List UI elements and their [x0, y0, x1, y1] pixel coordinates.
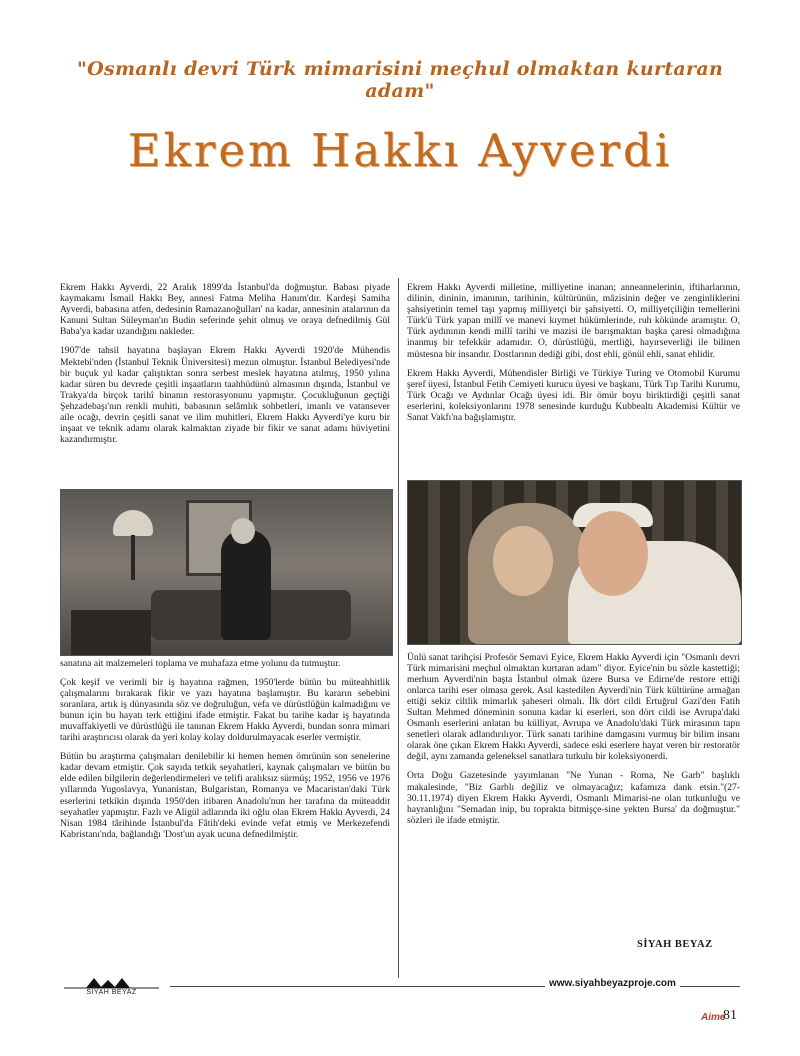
photo-seated-man	[60, 489, 393, 656]
column-divider	[398, 278, 399, 978]
photo-couple	[407, 480, 742, 645]
signature: SİYAH BEYAZ	[637, 939, 713, 950]
paragraph: Orta Doğu Gazetesinde yayımlanan "Ne Yunan - Roma, Ne Garb" başlıklı makalesinde, "Biz Garblı değiliz ve olmayacağız; kafamıza dank etsin."(27-30.11.1974) diyen Ekrem Hakkı Ayverdi, Osmanlı Mimarisi-ne olan tutkunluğu ve hayranlığını "Semadan inip, bu toprakta bitmişçe-sine yekten Bursa' da doğmuştur." sözleri ile ifade etmiştir.	[407, 770, 740, 826]
woman-face	[493, 526, 553, 596]
paragraph: Ekrem Hakkı Ayverdi, Mühendisler Birliği ve Türkiye Turing ve Otomobil Kurumu şeref üyesi, İstanbul Fetih Cemiyeti kurucu üyesi ve başkanı, Türk Tıp Tarihi Kurumu, Türk Ocağı ve Aydınlar Ocağı üyesi idi. Bir ömür boyu biriktirdiği çeşitli sanat eserlerini, koleksiyonlarını 1978 senesinde kurduğu Kubbealtı Akademisi Kültür ve Sanat Vakfı'na bağışlamıştır.	[407, 367, 740, 424]
man-head	[231, 518, 255, 544]
paragraph: Ekrem Hakkı Ayverdi milletine, milliyetine inanan; anneannelerinin, iftiharlarının, dilinin, dininin, imanının, tarihinin, kültürünün, mâzisinin değer ve zenginliklerini şahsiyetinin temel taşı yapmış milliyetçi bir şahsiyetti. O, milliyetçiliğin temellerini Türk'ü Türk yapan millî ve manevi kıymet hükümlerinde, ruh kökünde aramıştır. O, Türk aydınının kendi millî tarihi ve mazisi ile barışmaktan başka çaresi olmadığına inanmış bir tefekkür adamıdır. O, dürüstlüğü, mertliği, hayırseverliği ile bilinen müstesna bir insandır. Dostlarının dediği gibi, dost ehli, gönül ehli, sanat ehlidir.	[407, 282, 740, 360]
logo-triangles-icon	[64, 976, 159, 990]
logo-text: SİYAH BEYAZ	[86, 989, 137, 996]
lamp-stand-shape	[131, 535, 135, 580]
man-figure	[221, 530, 271, 640]
footer-url[interactable]: www.siyahbeyazproje.com	[545, 978, 680, 989]
paragraph: sanatına ait malzemeleri toplama ve muhafaza etme yolunu da tutmuştur.	[60, 657, 341, 669]
side-table-shape	[71, 610, 151, 655]
page-number: 81	[723, 1008, 737, 1023]
paragraph: Ekrem Hakkı Ayverdi, 22 Aralık 1899'da İstanbul'da doğmuştur. Babası piyade kaymakamı İsmail Hakkı Bey, annesi Fatma Meliha Hanım'dır. Kardeşi Samiha Ayverdi, babasına atfen, dedesinin Ramazanoğulları' na kadar, annesinin atalarının da Kanuni Sultan Süleyman'ın Budin seferinde şehit olmuş ve oraya defnedilmiş Gül Baba'ya kadar uzandığını nakleder.	[60, 282, 390, 338]
brand-logo: Aime	[701, 1012, 726, 1023]
lamp-shape	[113, 510, 153, 536]
paragraph: 1907'de tahsil hayatına başlayan Ekrem Hakkı Ayverdi 1920'de Mühendis Mektebi'nden (İstanbul Teknik Üniversitesi) mezun olmuştur. İstanbul Belediyesi'nde bir buçuk yıl kadar çalıştıktan sonra serbest meslek hayatına atılmış, 1950 yılına kadar süren bu devrede çeşitli inşaatların taahhüdünü almasının dışında, İstanbul ve Trakya'da birçok tarihî binanın restorasyonunu yapmıştır. Çocukluğunun geçtiği Şehzadebaşı'nın renkli muhiti, babasının selâmlık sohbetleri, imanlı ve vatansever aile ocağı, devrin çeşitli sanat ve ilim muhitleri, Ekrem Hakkı Ayverdi'ye kuru bir inşaat ve teknik adamı olarak kalmaktan ziyade bir fikir ve sanat adamı hüviyetini kazandırmıştır.	[60, 345, 390, 446]
man-face	[578, 511, 648, 596]
paragraph: Bütün bu araştırma çalışmaları denilebilir ki hemen hemen ömrünün son senelerine kadar devam etmiştir. Çok sayıda tetkik seyahatleri, kaynak çalışmaları ve bütün bu elde edilen bilgilerin değerlendirmeleri ve telifi aralıksız sürmüş; 1952, 1956 ve 1976 yıllarında Yugoslavya, Yunanistan, Bulgaristan, Romanya ve Macaristan'daki Türk eserlerini tetkikin dışında 1950'den itibaren Anadolu'nun her tarafına da müteaddit seyahatler yapmıştır. Fazlı ve Aligül adlarında iki oğlu olan Ekrem Hakkı Ayverdi, 24 Nisan 1984 târihinde İstanbul'da Fâtih'deki evinde vefat etmiş ve Merkezefendi Kabristanı'nda, bağlandığı 'Dost'un ayak ucuna defnedilmiştir.	[60, 751, 390, 840]
paragraph: Çok keşif ve verimli bir iş hayatına rağmen, 1950'lerde bütün bu müteahhitlik çalışmalarını bırakarak fikir ve yazı hayatına başlamıştır. Bu kararın sebebini soranlara, artık iş dünyasında söz ve doğruluğun, vefa ve dürüstlüğün kalmadığını ve bunun için bu hayatı terk ettiğini ifade etmiştir. Fakat bu tarihe kadar iş hayatında muvaffakiyetli ve dürüstlüğü ile tanınan Ekrem Hakkı Ayverdi, bundan sonra mimari tarihi araştırıcısı olarak da yeri kolay kolay doldurulmayacak eserler vermiştir.	[60, 676, 390, 744]
page-title: Ekrem Hakkı Ayverdi	[127, 124, 673, 177]
header-quote: "Osmanlı devri Türk mimarisini meçhul olmaktan kurtaran adam"	[76, 58, 724, 102]
paragraph: Ünlü sanat tarihçisi Profesör Semavi Eyice, Ekrem Hakkı Ayverdi için "Osmanlı devri Türk mimarisini meçhul olmaktan kurtaran adam" diyor. Eyice'nin bu sözle kastettiği; merhum Ayverdi'nin başta İstanbul olmak üzere Bursa ve Edirne'de restore ettiği onlarca tarihi eser olmasa gerek. Asıl kastedilen Ayverdi'nin Türk kültürüne armağan ettiği sekiz ciltlik mimarlık şaheseri olmalı. İlk dört cildi Ertuğrul Gazi'den Fatih Sultan Mehmed döneminin sonuna kadar ki eserleri, son dört cildi ise Avrupa'daki Osmanlı eserlerini anlatan bu külliyat, Avrupa ve Anadolu'daki Türk mirasının tapu senetleri olarak adlandırılıyor. Türk sanatı tarihine damgasını vurmuş bir bilim insanı olarak öne çıkan Ekrem Hakkı Ayverdi, sadece eski eserlere hayat veren bir restoratör değil, aynı zamanda geleneksel sanatlara tutkulu bir koleksiyonerdi.	[407, 651, 740, 763]
siyah-beyaz-logo	[64, 976, 159, 1000]
